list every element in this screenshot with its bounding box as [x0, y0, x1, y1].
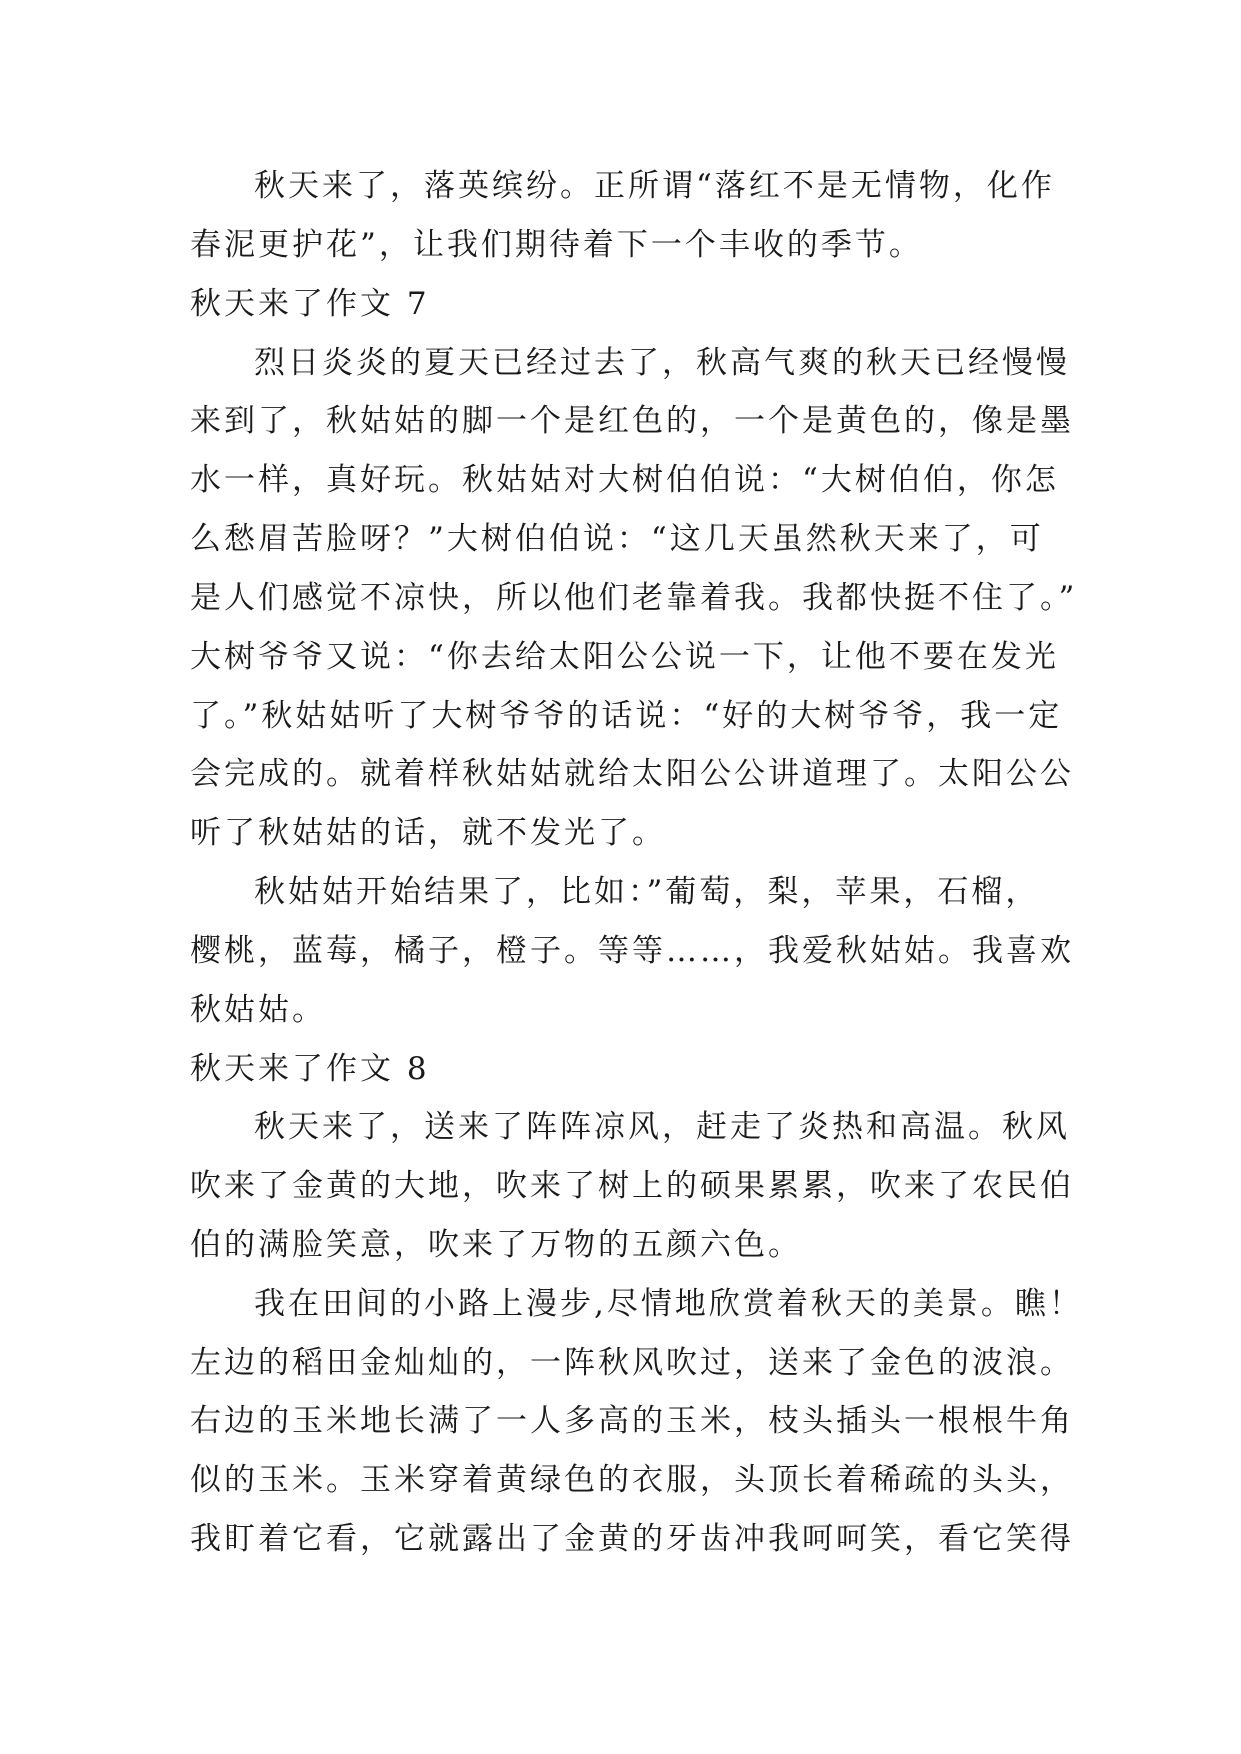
section-heading: 秋天来了作文 7 [190, 286, 430, 322]
text-line: 是人们感觉不凉快，所以他们老靠着我。我都快挺不住了。” [190, 580, 1078, 616]
text-line: 伯的满脸笑意，吹来了万物的五颜六色。 [190, 1227, 802, 1263]
text-line: 来到了，秋姑姑的脚一个是红色的，一个是黄色的，像是墨 [190, 403, 1074, 439]
text-line: 左边的稻田金灿灿的，一阵秋风吹过，送来了金色的波浪。 [190, 1345, 1074, 1381]
text-line: 我在田间的小路上漫步,尽情地欣赏着秋天的美景。瞧！ [254, 1286, 1083, 1322]
text-line: 吹来了金黄的大地，吹来了树上的硕果累累，吹来了农民伯 [190, 1168, 1074, 1204]
text-line: 了。”秋姑姑听了大树爷爷的话说：“好的大树爷爷，我一定 [190, 698, 1063, 734]
text-line: 右边的玉米地长满了一人多高的玉米，枝头插头一根根牛角 [190, 1403, 1074, 1439]
text-line: 樱桃，蓝莓，橘子，橙子。等等……，我爱秋姑姑。我喜欢 [190, 933, 1074, 969]
text-line: 秋天来了，送来了阵阵凉风，赶走了炎热和高温。秋风 [254, 1109, 1070, 1145]
text-line: 烈日炎炎的夏天已经过去了，秋高气爽的秋天已经慢慢 [254, 345, 1070, 381]
text-line: 春泥更护花”，让我们期待着下一个丰收的季节。 [190, 227, 923, 263]
text-line: 水一样，真好玩。秋姑姑对大树伯伯说：“大树伯伯，你怎 [190, 462, 1059, 498]
text-line: 听了秋姑姑的话，就不发光了。 [190, 815, 666, 851]
text-line: 秋姑姑。 [190, 992, 326, 1028]
text-line: 我盯着它看，它就露出了金黄的牙齿冲我呵呵笑，看它笑得 [190, 1521, 1074, 1557]
text-line: 大树爷爷又说：“你去给太阳公公说一下，让他不要在发光 [190, 639, 1059, 675]
text-line: 么愁眉苦脸呀？”大树伯伯说：“这几天虽然秋天来了，可 [190, 521, 1044, 557]
section-heading: 秋天来了作文 8 [190, 1051, 430, 1087]
text-line: 秋姑姑开始结果了，比如：”葡萄，梨，苹果，石榴， [254, 874, 1040, 910]
text-line: 会完成的。就着样秋姑姑就给太阳公公讲道理了。太阳公公 [190, 756, 1074, 792]
text-line: 似的玉米。玉米穿着黄绿色的衣服，头顶长着稀疏的头头， [190, 1462, 1074, 1498]
text-line: 秋天来了，落英缤纷。正所谓“落红不是无情物，化作 [254, 168, 1055, 204]
